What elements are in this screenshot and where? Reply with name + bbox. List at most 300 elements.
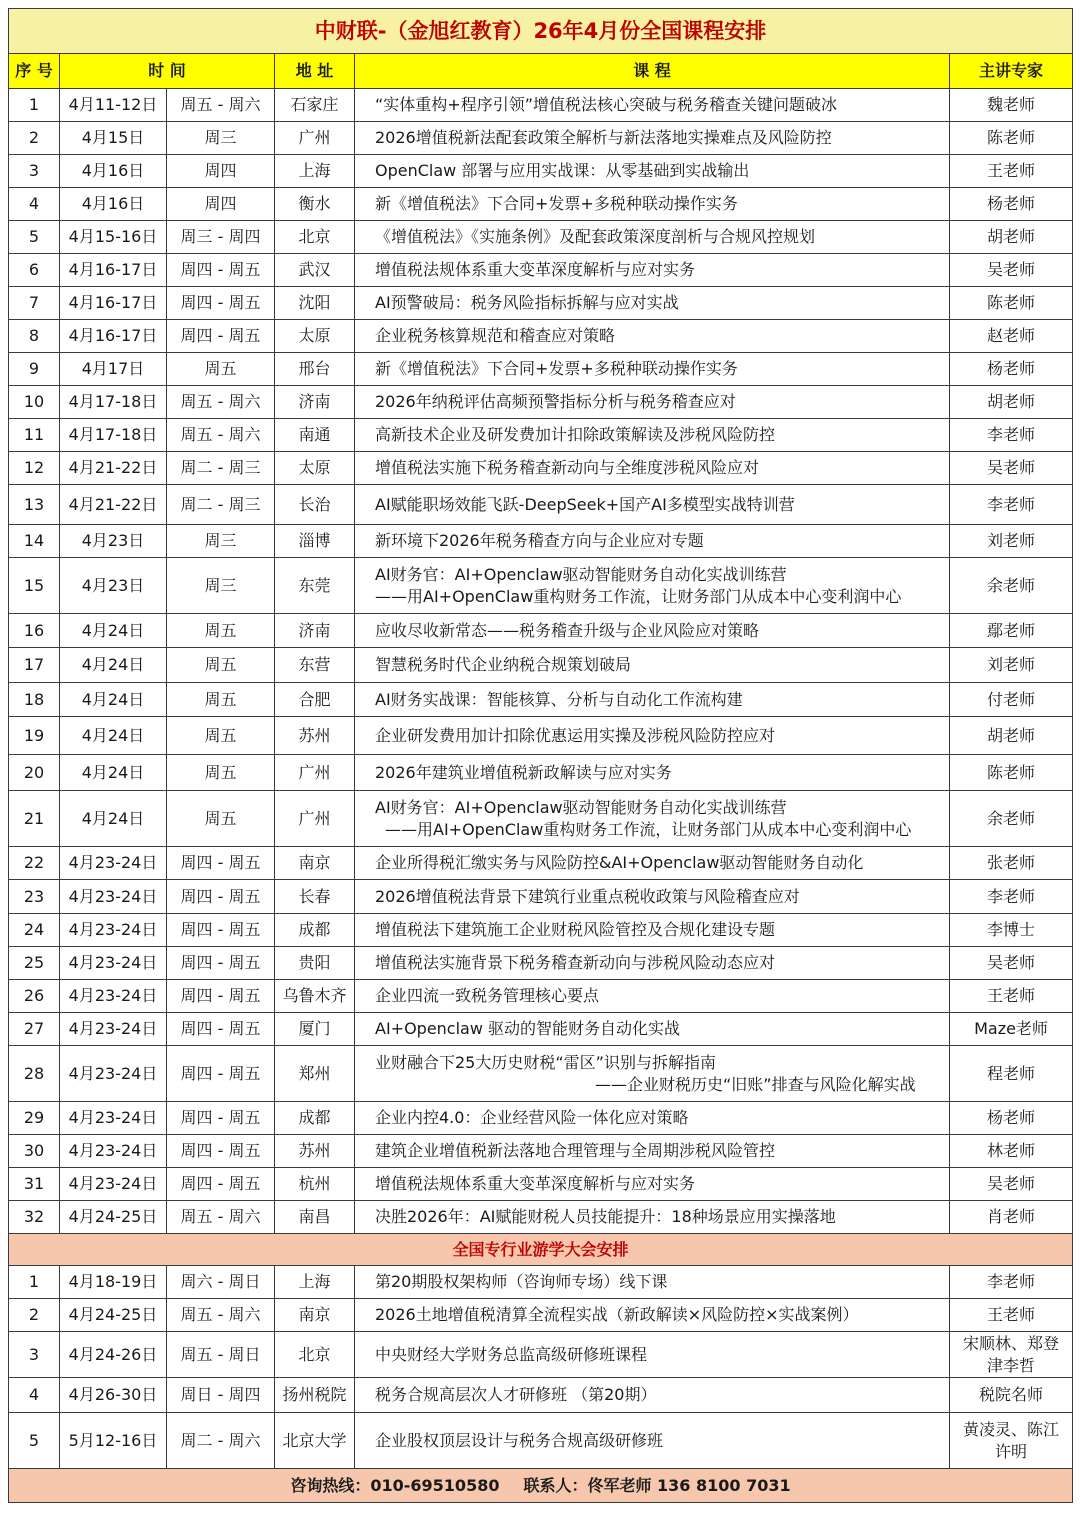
- row-expert-line: 陈老师: [987, 128, 1036, 147]
- row-course: [355, 1013, 950, 1046]
- row-course: [355, 89, 950, 122]
- footer-contact: [9, 1469, 1073, 1503]
- row-location: 上海: [275, 155, 355, 188]
- row-number: 14: [9, 525, 60, 558]
- row-expert: [950, 320, 1073, 353]
- header-num: 序 号: [9, 54, 60, 89]
- row-date: 4月24日: [60, 683, 167, 717]
- row-expert: [950, 1332, 1073, 1378]
- row-date: 4月23-24日: [60, 947, 167, 980]
- row-expert-line: 程老师: [987, 1063, 1036, 1083]
- row-course-line: 业财融合下25大历史财税“雷区”识别与拆解指南: [375, 1052, 716, 1072]
- row-expert-line: 杨老师: [987, 359, 1036, 378]
- table-row: [9, 122, 1073, 155]
- row-date: 4月17-18日: [60, 386, 167, 419]
- row-location: 郑州: [275, 1046, 355, 1102]
- row-location: 太原: [275, 320, 355, 353]
- row-expert-line: 王老师: [987, 986, 1036, 1005]
- row-expert: [950, 1135, 1073, 1168]
- row-number: 3: [9, 1332, 60, 1378]
- row-expert-line: 李老师: [987, 1272, 1036, 1291]
- row-expert-line: 李老师: [987, 425, 1036, 444]
- row-expert: [950, 1046, 1073, 1102]
- row-weekday: 周三 - 周四: [167, 221, 275, 254]
- row-weekday: 周四 - 周五: [167, 1102, 275, 1135]
- row-date: 4月15日: [60, 122, 167, 155]
- row-number: 11: [9, 419, 60, 452]
- title-row: [9, 9, 1073, 54]
- row-expert-line: 吴老师: [987, 260, 1036, 279]
- row-expert-line: 李博士: [987, 920, 1036, 939]
- row-weekday: 周四: [167, 155, 275, 188]
- row-date: 4月26-30日: [60, 1378, 167, 1413]
- row-course-line: “实体重构+程序引领”增值税法核心突破与税务稽查关键问题破冰: [375, 95, 837, 114]
- row-course: [355, 155, 950, 188]
- row-course-line: ——用AI+OpenClaw重构财务工作流，让财务部门从成本中心变利润中心: [385, 819, 912, 839]
- row-location: 南通: [275, 419, 355, 452]
- row-date: 4月24日: [60, 717, 167, 755]
- row-location: 济南: [275, 614, 355, 648]
- row-course-line: 建筑企业增值税新法落地合理管理与全周期涉税风险管控: [375, 1141, 776, 1160]
- row-location: 邢台: [275, 353, 355, 386]
- row-course-line: 《增值税法》《实施条例》及配套政策深度剖析与合规风控规划: [375, 227, 816, 246]
- row-number: 1: [9, 89, 60, 122]
- row-expert: [950, 914, 1073, 947]
- row-course: [355, 221, 950, 254]
- row-course-line: 新《增值税法》下合同+发票+多税种联动操作实务: [375, 359, 738, 378]
- row-course: [355, 1168, 950, 1201]
- row-course-line: 高新技术企业及研发费加计扣除政策解读及涉税风险防控: [375, 425, 776, 444]
- row-course-line: OpenClaw 部署与应用实战课：从零基础到实战输出: [375, 161, 750, 180]
- row-course-line: 智慧税务时代企业纳税合规策划破局: [375, 655, 632, 674]
- row-expert: [950, 947, 1073, 980]
- row-weekday: 周五: [167, 353, 275, 386]
- row-expert: [950, 755, 1073, 791]
- row-course: [355, 525, 950, 558]
- row-expert: [950, 1013, 1073, 1046]
- row-weekday: 周四 - 周五: [167, 880, 275, 914]
- row-course: [355, 287, 950, 320]
- row-number: 28: [9, 1046, 60, 1102]
- table-row: [9, 1201, 1073, 1234]
- row-course-line: 企业所得税汇缴实务与风险防控&AI+Openclaw驱动智能财务自动化: [375, 853, 864, 872]
- table-row: [9, 717, 1073, 755]
- table-row: [9, 1413, 1073, 1469]
- row-course: [355, 980, 950, 1013]
- row-number: 26: [9, 980, 60, 1013]
- table-row: [9, 791, 1073, 847]
- row-course-line: 决胜2026年：AI赋能财税人员技能提升：18种场景应用实操落地: [375, 1207, 836, 1226]
- row-expert: [950, 614, 1073, 648]
- table-row: [9, 914, 1073, 947]
- header-row: [9, 54, 1073, 89]
- row-course: [355, 947, 950, 980]
- row-location: 广州: [275, 791, 355, 847]
- row-expert: [950, 485, 1073, 525]
- row-expert-line: 陈老师: [987, 762, 1036, 782]
- row-weekday: 周四 - 周五: [167, 287, 275, 320]
- row-location: 济南: [275, 386, 355, 419]
- table-row: [9, 1135, 1073, 1168]
- table-row: [9, 880, 1073, 914]
- row-course-line: 2026增值税法背景下建筑行业重点税收政策与风险稽查应对: [375, 886, 800, 906]
- row-date: 4月23-24日: [60, 1013, 167, 1046]
- course-schedule-table: [8, 8, 1073, 1503]
- row-number: 7: [9, 287, 60, 320]
- row-number: 6: [9, 254, 60, 287]
- row-date: 4月16日: [60, 188, 167, 221]
- row-weekday: 周二 - 周六: [167, 1413, 275, 1469]
- row-weekday: 周二 - 周三: [167, 485, 275, 525]
- row-number: 30: [9, 1135, 60, 1168]
- row-expert-line: 吴老师: [987, 458, 1036, 477]
- row-date: 4月24-26日: [60, 1332, 167, 1378]
- row-location: 乌鲁木齐: [275, 980, 355, 1013]
- row-date: 4月23日: [60, 558, 167, 614]
- row-weekday: 周五: [167, 791, 275, 847]
- table-row: [9, 353, 1073, 386]
- row-expert: [950, 791, 1073, 847]
- table-row: [9, 254, 1073, 287]
- row-course: [355, 914, 950, 947]
- row-course-line: 企业研发费用加计扣除优惠运用实操及涉税风险防控应对: [375, 725, 776, 745]
- row-date: 4月23日: [60, 525, 167, 558]
- row-location: 上海: [275, 1266, 355, 1299]
- row-number: 22: [9, 847, 60, 880]
- row-course-line: 税务合规高层次人才研修班 （第20期）: [375, 1385, 657, 1404]
- row-weekday: 周五 - 周日: [167, 1332, 275, 1378]
- row-location: 淄博: [275, 525, 355, 558]
- row-date: 4月24日: [60, 755, 167, 791]
- row-course-line: AI财务官：AI+Openclaw驱动智能财务自动化实战训练营: [375, 797, 787, 817]
- row-location: 南昌: [275, 1201, 355, 1234]
- row-location: 厦门: [275, 1013, 355, 1046]
- row-weekday: 周五: [167, 717, 275, 755]
- row-course: [355, 320, 950, 353]
- page-title: 中财联-（金旭红教育）26年4月份全国课程安排: [9, 9, 1073, 54]
- row-weekday: 周四: [167, 188, 275, 221]
- row-course-line: 2026年纳税评估高频预警指标分析与税务稽查应对: [375, 392, 736, 411]
- row-date: 4月23-24日: [60, 1102, 167, 1135]
- section-row: [9, 1234, 1073, 1266]
- table-row: [9, 1013, 1073, 1046]
- row-expert: [950, 525, 1073, 558]
- row-number: 1: [9, 1266, 60, 1299]
- row-weekday: 周四 - 周五: [167, 1013, 275, 1046]
- header-time: 时 间: [60, 54, 275, 89]
- row-location: 石家庄: [275, 89, 355, 122]
- row-course: [355, 614, 950, 648]
- row-date: 4月23-24日: [60, 1135, 167, 1168]
- row-weekday: 周六 - 周日: [167, 1266, 275, 1299]
- row-weekday: 周四 - 周五: [167, 254, 275, 287]
- row-course-line: 增值税法下建筑施工企业财税风险管控及合规化建设专题: [375, 920, 776, 939]
- table-row: [9, 1046, 1073, 1102]
- table-row: [9, 1266, 1073, 1299]
- row-weekday: 周五: [167, 683, 275, 717]
- row-course-line: 新环境下2026年税务稽查方向与企业应对专题: [375, 531, 704, 550]
- row-expert-line: 刘老师: [987, 531, 1036, 550]
- row-number: 18: [9, 683, 60, 717]
- row-weekday: 周五 - 周六: [167, 89, 275, 122]
- row-course-line: 新《增值税法》下合同+发票+多税种联动操作实务: [375, 194, 738, 213]
- row-expert-line: Maze老师: [974, 1019, 1048, 1038]
- contact-person-text: 联系人：佟军老师 136 8100 7031: [523, 1475, 791, 1495]
- table-row: [9, 614, 1073, 648]
- row-course: [355, 1378, 950, 1413]
- row-expert-line: 杨老师: [987, 194, 1036, 213]
- row-course-line: 应收尽收新常态——税务稽查升级与企业风险应对策略: [375, 620, 760, 640]
- row-number: 5: [9, 1413, 60, 1469]
- row-location: 衡水: [275, 188, 355, 221]
- row-expert-line: 津李哲: [987, 1355, 1036, 1375]
- row-date: 4月16-17日: [60, 254, 167, 287]
- row-weekday: 周日 - 周四: [167, 1378, 275, 1413]
- row-course-line: 2026年建筑业增值税新政解读与应对实务: [375, 762, 672, 782]
- row-expert: [950, 221, 1073, 254]
- row-course-line: AI+Openclaw 驱动的智能财务自动化实战: [375, 1019, 681, 1038]
- row-expert-line: 王老师: [987, 1305, 1036, 1324]
- row-expert: [950, 648, 1073, 683]
- row-course: [355, 880, 950, 914]
- row-date: 4月16日: [60, 155, 167, 188]
- row-expert: [950, 1299, 1073, 1332]
- row-expert: [950, 353, 1073, 386]
- row-weekday: 周二 - 周三: [167, 452, 275, 485]
- row-expert-line: 余老师: [987, 808, 1036, 828]
- row-course-line: AI财务官：AI+Openclaw驱动智能财务自动化实战训练营: [375, 564, 787, 584]
- row-course-line: AI财务实战课：智能核算、分析与自动化工作流构建: [375, 689, 743, 709]
- row-course-line: 企业税务核算规范和稽查应对策略: [375, 326, 616, 345]
- row-expert-line: 吴老师: [987, 953, 1036, 972]
- row-expert: [950, 452, 1073, 485]
- row-course-line: 企业内控4.0：企业经营风险一体化应对策略: [375, 1108, 689, 1127]
- row-expert: [950, 980, 1073, 1013]
- row-date: 4月24-25日: [60, 1201, 167, 1234]
- section-title: 全国专行业游学大会安排: [9, 1234, 1073, 1266]
- row-course-line: 2026增值税新法配套政策全解析与新法落地实操难点及风险防控: [375, 128, 832, 147]
- row-course: [355, 1046, 950, 1102]
- row-expert-line: 胡老师: [987, 227, 1036, 246]
- table-row: [9, 485, 1073, 525]
- table-row: [9, 287, 1073, 320]
- row-course: [355, 558, 950, 614]
- row-location: 北京: [275, 221, 355, 254]
- row-number: 4: [9, 188, 60, 221]
- row-expert-line: 魏老师: [987, 95, 1036, 114]
- row-date: 4月23-24日: [60, 980, 167, 1013]
- row-expert: [950, 1201, 1073, 1234]
- header-course: 课 程: [355, 54, 950, 89]
- row-date: 4月11-12日: [60, 89, 167, 122]
- row-course-line: 增值税法实施下税务稽查新动向与全维度涉税风险应对: [375, 458, 760, 477]
- row-date: 4月23-24日: [60, 1168, 167, 1201]
- row-expert: [950, 89, 1073, 122]
- row-course-line: 企业股权顶层设计与税务合规高级研修班: [375, 1430, 664, 1450]
- row-expert: [950, 717, 1073, 755]
- row-course-line: 2026土地增值税清算全流程实战（新政解读×风险防控×实战案例）: [375, 1305, 859, 1324]
- row-location: 苏州: [275, 717, 355, 755]
- row-location: 北京: [275, 1332, 355, 1378]
- row-expert: [950, 254, 1073, 287]
- row-number: 32: [9, 1201, 60, 1234]
- header-place: 地 址: [275, 54, 355, 89]
- row-course-line: AI赋能职场效能飞跃-DeepSeek+国产AI多模型实战特训营: [375, 494, 795, 514]
- row-course-line: 中央财经大学财务总监高级研修班课程: [375, 1344, 648, 1364]
- row-expert-line: 肖老师: [987, 1207, 1036, 1226]
- header-expert: 主讲专家: [950, 54, 1073, 89]
- row-location: 太原: [275, 452, 355, 485]
- row-weekday: 周四 - 周五: [167, 980, 275, 1013]
- table-row: [9, 980, 1073, 1013]
- row-expert-line: 王老师: [987, 161, 1036, 180]
- row-date: 4月23-24日: [60, 1046, 167, 1102]
- row-expert: [950, 558, 1073, 614]
- row-course: [355, 419, 950, 452]
- row-date: 4月23-24日: [60, 914, 167, 947]
- schedule-sheet: [8, 8, 1072, 1503]
- row-weekday: 周五: [167, 614, 275, 648]
- row-expert: [950, 1266, 1073, 1299]
- row-date: 4月16-17日: [60, 320, 167, 353]
- row-location: 扬州税院: [275, 1378, 355, 1413]
- row-expert-line: 赵老师: [987, 326, 1036, 345]
- row-expert-line: 杨老师: [987, 1108, 1036, 1127]
- row-location: 南京: [275, 1299, 355, 1332]
- table-row: [9, 683, 1073, 717]
- row-number: 13: [9, 485, 60, 525]
- row-weekday: 周四 - 周五: [167, 947, 275, 980]
- row-location: 成都: [275, 914, 355, 947]
- table-row: [9, 1168, 1073, 1201]
- row-course: [355, 1413, 950, 1469]
- table-row: [9, 1102, 1073, 1135]
- row-location: 广州: [275, 755, 355, 791]
- table-row: [9, 320, 1073, 353]
- row-expert-line: 胡老师: [987, 725, 1036, 745]
- row-course: [355, 648, 950, 683]
- row-location: 东莞: [275, 558, 355, 614]
- table-row: [9, 419, 1073, 452]
- row-expert: [950, 188, 1073, 221]
- row-location: 贵阳: [275, 947, 355, 980]
- row-course-line: ——用AI+OpenClaw重构财务工作流，让财务部门从成本中心变利润中心: [375, 586, 902, 606]
- row-date: 4月21-22日: [60, 452, 167, 485]
- row-expert-line: 林老师: [987, 1141, 1036, 1160]
- row-location: 北京大学: [275, 1413, 355, 1469]
- row-weekday: 周五: [167, 648, 275, 683]
- row-course-line: 增值税法规体系重大变革深度解析与应对实务: [375, 1174, 696, 1193]
- row-expert: [950, 847, 1073, 880]
- row-weekday: 周五 - 周六: [167, 419, 275, 452]
- row-number: 23: [9, 880, 60, 914]
- row-weekday: 周三: [167, 558, 275, 614]
- row-weekday: 周五 - 周六: [167, 1201, 275, 1234]
- row-course: [355, 452, 950, 485]
- row-expert-line: 陈老师: [987, 293, 1036, 312]
- row-course: [355, 188, 950, 221]
- row-expert-line: 许明: [995, 1441, 1028, 1461]
- row-date: 5月12-16日: [60, 1413, 167, 1469]
- table-row: [9, 1378, 1073, 1413]
- row-weekday: 周四 - 周五: [167, 1135, 275, 1168]
- row-number: 25: [9, 947, 60, 980]
- row-expert-line: 李老师: [987, 494, 1036, 514]
- row-expert: [950, 1168, 1073, 1201]
- row-location: 武汉: [275, 254, 355, 287]
- table-row: [9, 89, 1073, 122]
- row-course: [355, 1135, 950, 1168]
- row-weekday: 周四 - 周五: [167, 914, 275, 947]
- row-expert-line: 鄢老师: [987, 620, 1036, 640]
- row-expert: [950, 1102, 1073, 1135]
- row-weekday: 周四 - 周五: [167, 1046, 275, 1102]
- row-expert: [950, 1378, 1073, 1413]
- row-location: 苏州: [275, 1135, 355, 1168]
- row-date: 4月17日: [60, 353, 167, 386]
- row-number: 27: [9, 1013, 60, 1046]
- row-course: [355, 353, 950, 386]
- row-expert: [950, 287, 1073, 320]
- row-location: 东营: [275, 648, 355, 683]
- row-number: 17: [9, 648, 60, 683]
- row-expert: [950, 419, 1073, 452]
- row-expert-line: 刘老师: [987, 655, 1036, 674]
- row-expert-line: 余老师: [987, 575, 1036, 595]
- row-date: 4月17-18日: [60, 419, 167, 452]
- table-row: [9, 525, 1073, 558]
- row-expert-line: 宋顺林、郑登: [963, 1333, 1060, 1353]
- row-course: [355, 254, 950, 287]
- row-date: 4月24日: [60, 791, 167, 847]
- row-expert-line: 付老师: [987, 689, 1036, 709]
- row-expert: [950, 386, 1073, 419]
- row-course: [355, 1266, 950, 1299]
- row-expert-line: 胡老师: [987, 392, 1036, 411]
- row-number: 20: [9, 755, 60, 791]
- row-course-line: 企业四流一致税务管理核心要点: [375, 986, 600, 1005]
- row-course: [355, 1102, 950, 1135]
- row-course: [355, 791, 950, 847]
- row-weekday: 周三: [167, 525, 275, 558]
- row-weekday: 周三: [167, 122, 275, 155]
- row-date: 4月15-16日: [60, 221, 167, 254]
- table-row: [9, 755, 1073, 791]
- row-number: 19: [9, 717, 60, 755]
- table-row: [9, 1332, 1073, 1378]
- row-location: 长治: [275, 485, 355, 525]
- row-expert: [950, 122, 1073, 155]
- table-row: [9, 155, 1073, 188]
- row-weekday: 周五: [167, 755, 275, 791]
- row-course: [355, 386, 950, 419]
- row-date: 4月16-17日: [60, 287, 167, 320]
- row-location: 沈阳: [275, 287, 355, 320]
- row-weekday: 周四 - 周五: [167, 320, 275, 353]
- row-location: 合肥: [275, 683, 355, 717]
- row-course-line: ——企业财税历史“旧账”排查与风险化解实战: [595, 1074, 916, 1094]
- row-date: 4月24日: [60, 648, 167, 683]
- row-number: 24: [9, 914, 60, 947]
- row-number: 21: [9, 791, 60, 847]
- row-location: 杭州: [275, 1168, 355, 1201]
- row-number: 16: [9, 614, 60, 648]
- row-expert-line: 黄凌灵、陈江: [963, 1419, 1060, 1439]
- row-course: [355, 717, 950, 755]
- row-expert-line: 吴老师: [987, 1174, 1036, 1193]
- row-location: 长春: [275, 880, 355, 914]
- row-course: [355, 847, 950, 880]
